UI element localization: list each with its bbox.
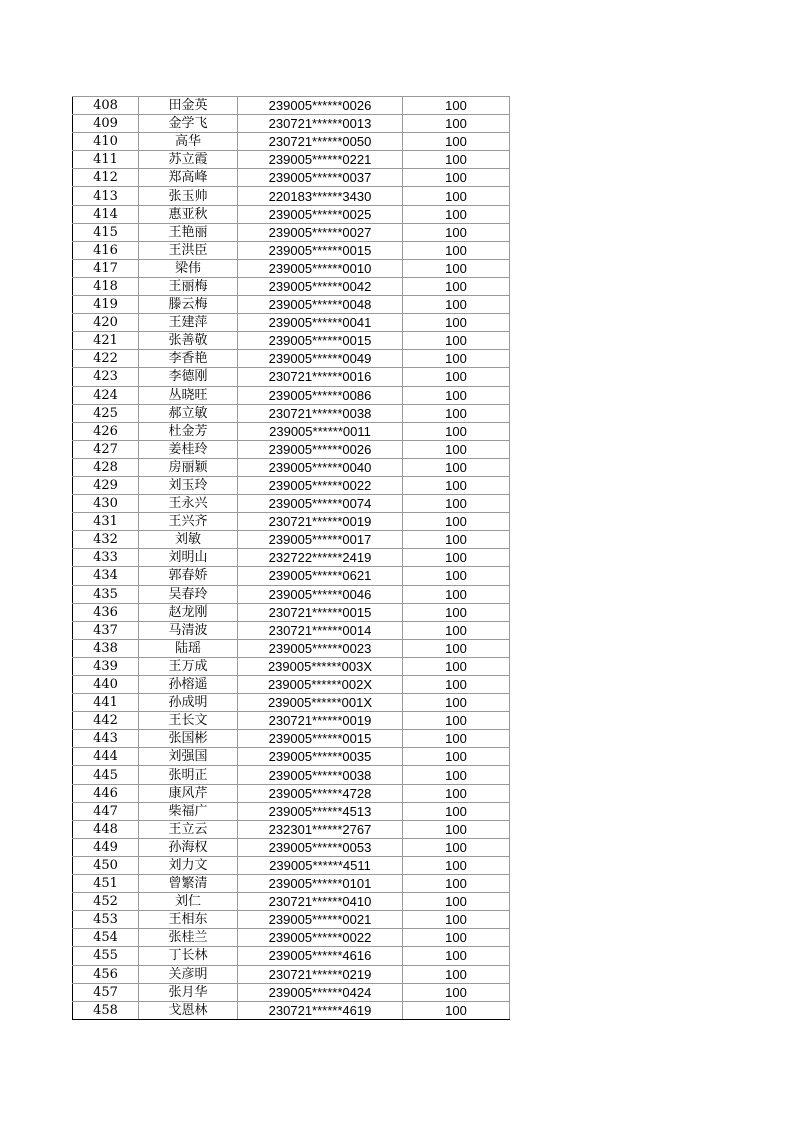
- score-cell: 100: [403, 115, 510, 133]
- id-number-cell: 239005******4728: [238, 784, 403, 802]
- id-number-cell: 239005******0621: [238, 567, 403, 585]
- id-number-cell: 239005******0021: [238, 911, 403, 929]
- table-row: [73, 440, 510, 458]
- row-number-cell: 442: [73, 712, 139, 730]
- id-number-cell: 239005******0015: [238, 241, 403, 259]
- row-number-cell: 451: [73, 875, 139, 893]
- table-row: [73, 639, 510, 657]
- table-row: [73, 169, 510, 187]
- id-number-cell: 239005******0048: [238, 296, 403, 314]
- table-row: [73, 549, 510, 567]
- score-cell: 100: [403, 911, 510, 929]
- name-cell: 戈恩林: [139, 1001, 238, 1019]
- name-cell: 田金英: [139, 97, 238, 115]
- name-cell: 关彦明: [139, 965, 238, 983]
- name-cell: 张玉帅: [139, 187, 238, 205]
- id-number-cell: 239005******0015: [238, 332, 403, 350]
- name-cell: 吴春玲: [139, 585, 238, 603]
- name-cell: 滕云梅: [139, 296, 238, 314]
- name-cell: 刘敏: [139, 531, 238, 549]
- name-cell: 康风芹: [139, 784, 238, 802]
- score-cell: 100: [403, 97, 510, 115]
- table-row: [73, 603, 510, 621]
- score-cell: 100: [403, 893, 510, 911]
- table-row: [73, 350, 510, 368]
- id-number-cell: 239005******0101: [238, 875, 403, 893]
- name-cell: 张桂兰: [139, 929, 238, 947]
- id-number-cell: 239005******0041: [238, 314, 403, 332]
- id-number-cell: 239005******0040: [238, 458, 403, 476]
- name-cell: 惠亚秋: [139, 205, 238, 223]
- table-row: [73, 657, 510, 675]
- table-row: [73, 893, 510, 911]
- id-number-cell: 220183******3430: [238, 187, 403, 205]
- name-cell: 曾繁清: [139, 875, 238, 893]
- id-number-cell: 230721******0219: [238, 965, 403, 983]
- name-cell: 苏立霞: [139, 151, 238, 169]
- score-cell: 100: [403, 386, 510, 404]
- table-row: [73, 694, 510, 712]
- score-cell: 100: [403, 187, 510, 205]
- name-cell: 王立云: [139, 820, 238, 838]
- roster-table: [72, 96, 510, 1020]
- name-cell: 王万成: [139, 657, 238, 675]
- row-number-cell: 424: [73, 386, 139, 404]
- row-number-cell: 435: [73, 585, 139, 603]
- score-cell: 100: [403, 820, 510, 838]
- table-row: [73, 820, 510, 838]
- score-cell: 100: [403, 712, 510, 730]
- score-cell: 100: [403, 603, 510, 621]
- table-row: [73, 241, 510, 259]
- id-number-cell: 239005******4511: [238, 856, 403, 874]
- score-cell: 100: [403, 802, 510, 820]
- id-number-cell: 230721******0410: [238, 893, 403, 911]
- table-row: [73, 187, 510, 205]
- id-number-cell: 230721******0016: [238, 368, 403, 386]
- table-row: [73, 965, 510, 983]
- id-number-cell: 232722******2419: [238, 549, 403, 567]
- row-number-cell: 423: [73, 368, 139, 386]
- score-cell: 100: [403, 314, 510, 332]
- score-cell: 100: [403, 368, 510, 386]
- score-cell: 100: [403, 694, 510, 712]
- table-row: [73, 929, 510, 947]
- table-row: [73, 748, 510, 766]
- table-row: [73, 802, 510, 820]
- name-cell: 王洪臣: [139, 241, 238, 259]
- table-row: [73, 784, 510, 802]
- name-cell: 刘明山: [139, 549, 238, 567]
- row-number-cell: 409: [73, 115, 139, 133]
- name-cell: 王相东: [139, 911, 238, 929]
- id-number-cell: 230721******0050: [238, 133, 403, 151]
- row-number-cell: 457: [73, 983, 139, 1001]
- table-row: [73, 513, 510, 531]
- name-cell: 高华: [139, 133, 238, 151]
- score-cell: 100: [403, 657, 510, 675]
- row-number-cell: 418: [73, 277, 139, 295]
- table-row: [73, 983, 510, 1001]
- table-row: [73, 115, 510, 133]
- id-number-cell: 239005******0015: [238, 730, 403, 748]
- name-cell: 金学飞: [139, 115, 238, 133]
- score-cell: 100: [403, 585, 510, 603]
- table-row: [73, 567, 510, 585]
- name-cell: 刘玉玲: [139, 476, 238, 494]
- name-cell: 王兴齐: [139, 513, 238, 531]
- table-row: [73, 947, 510, 965]
- row-number-cell: 414: [73, 205, 139, 223]
- spreadsheet-page: [72, 96, 510, 1020]
- id-number-cell: 239005******0042: [238, 277, 403, 295]
- table-row: [73, 404, 510, 422]
- id-number-cell: 239005******0046: [238, 585, 403, 603]
- score-cell: 100: [403, 350, 510, 368]
- table-row: [73, 875, 510, 893]
- name-cell: 刘强国: [139, 748, 238, 766]
- score-cell: 100: [403, 513, 510, 531]
- table-row: [73, 856, 510, 874]
- id-number-cell: 239005******0221: [238, 151, 403, 169]
- roster-table-body: [73, 97, 510, 1020]
- name-cell: 张明正: [139, 766, 238, 784]
- name-cell: 李德刚: [139, 368, 238, 386]
- id-number-cell: 230721******0014: [238, 621, 403, 639]
- id-number-cell: 239005******0026: [238, 440, 403, 458]
- name-cell: 王艳丽: [139, 223, 238, 241]
- table-row: [73, 476, 510, 494]
- name-cell: 陆瑶: [139, 639, 238, 657]
- row-number-cell: 440: [73, 676, 139, 694]
- name-cell: 马清波: [139, 621, 238, 639]
- row-number-cell: 408: [73, 97, 139, 115]
- id-number-cell: 239005******001X: [238, 694, 403, 712]
- id-number-cell: 230721******0015: [238, 603, 403, 621]
- table-row: [73, 296, 510, 314]
- score-cell: 100: [403, 332, 510, 350]
- table-row: [73, 368, 510, 386]
- row-number-cell: 436: [73, 603, 139, 621]
- id-number-cell: 232301******2767: [238, 820, 403, 838]
- row-number-cell: 456: [73, 965, 139, 983]
- id-number-cell: 239005******4616: [238, 947, 403, 965]
- score-cell: 100: [403, 495, 510, 513]
- name-cell: 房丽颖: [139, 458, 238, 476]
- row-number-cell: 448: [73, 820, 139, 838]
- table-row: [73, 223, 510, 241]
- score-cell: 100: [403, 639, 510, 657]
- name-cell: 姜桂玲: [139, 440, 238, 458]
- row-number-cell: 412: [73, 169, 139, 187]
- name-cell: 刘仁: [139, 893, 238, 911]
- id-number-cell: 239005******0035: [238, 748, 403, 766]
- id-number-cell: 239005******0011: [238, 422, 403, 440]
- name-cell: 孙成明: [139, 694, 238, 712]
- table-row: [73, 495, 510, 513]
- table-row: [73, 676, 510, 694]
- id-number-cell: 239005******0424: [238, 983, 403, 1001]
- score-cell: 100: [403, 947, 510, 965]
- row-number-cell: 453: [73, 911, 139, 929]
- row-number-cell: 443: [73, 730, 139, 748]
- table-row: [73, 585, 510, 603]
- score-cell: 100: [403, 259, 510, 277]
- score-cell: 100: [403, 223, 510, 241]
- id-number-cell: 230721******0019: [238, 513, 403, 531]
- id-number-cell: 239005******0027: [238, 223, 403, 241]
- row-number-cell: 437: [73, 621, 139, 639]
- score-cell: 100: [403, 856, 510, 874]
- name-cell: 李香艳: [139, 350, 238, 368]
- row-number-cell: 452: [73, 893, 139, 911]
- row-number-cell: 426: [73, 422, 139, 440]
- id-number-cell: 239005******0026: [238, 97, 403, 115]
- table-row: [73, 458, 510, 476]
- name-cell: 柴福广: [139, 802, 238, 820]
- name-cell: 张国彬: [139, 730, 238, 748]
- row-number-cell: 433: [73, 549, 139, 567]
- id-number-cell: 239005******0025: [238, 205, 403, 223]
- row-number-cell: 438: [73, 639, 139, 657]
- id-number-cell: 239005******0010: [238, 259, 403, 277]
- table-row: [73, 277, 510, 295]
- table-row: [73, 151, 510, 169]
- score-cell: 100: [403, 1001, 510, 1019]
- row-number-cell: 439: [73, 657, 139, 675]
- score-cell: 100: [403, 983, 510, 1001]
- row-number-cell: 450: [73, 856, 139, 874]
- id-number-cell: 239005******003X: [238, 657, 403, 675]
- name-cell: 梁伟: [139, 259, 238, 277]
- row-number-cell: 431: [73, 513, 139, 531]
- row-number-cell: 422: [73, 350, 139, 368]
- score-cell: 100: [403, 422, 510, 440]
- score-cell: 100: [403, 549, 510, 567]
- row-number-cell: 420: [73, 314, 139, 332]
- id-number-cell: 239005******0086: [238, 386, 403, 404]
- row-number-cell: 429: [73, 476, 139, 494]
- table-row: [73, 730, 510, 748]
- score-cell: 100: [403, 404, 510, 422]
- row-number-cell: 419: [73, 296, 139, 314]
- table-row: [73, 133, 510, 151]
- row-number-cell: 416: [73, 241, 139, 259]
- name-cell: 王长文: [139, 712, 238, 730]
- row-number-cell: 447: [73, 802, 139, 820]
- row-number-cell: 441: [73, 694, 139, 712]
- id-number-cell: 239005******0017: [238, 531, 403, 549]
- row-number-cell: 432: [73, 531, 139, 549]
- name-cell: 王永兴: [139, 495, 238, 513]
- score-cell: 100: [403, 440, 510, 458]
- table-row: [73, 838, 510, 856]
- name-cell: 赵龙刚: [139, 603, 238, 621]
- name-cell: 张善敬: [139, 332, 238, 350]
- row-number-cell: 458: [73, 1001, 139, 1019]
- table-row: [73, 1001, 510, 1019]
- score-cell: 100: [403, 169, 510, 187]
- id-number-cell: 230721******4619: [238, 1001, 403, 1019]
- score-cell: 100: [403, 784, 510, 802]
- row-number-cell: 449: [73, 838, 139, 856]
- name-cell: 孙榕遥: [139, 676, 238, 694]
- score-cell: 100: [403, 277, 510, 295]
- name-cell: 刘力文: [139, 856, 238, 874]
- name-cell: 郝立敏: [139, 404, 238, 422]
- id-number-cell: 239005******0023: [238, 639, 403, 657]
- table-row: [73, 97, 510, 115]
- score-cell: 100: [403, 151, 510, 169]
- score-cell: 100: [403, 133, 510, 151]
- score-cell: 100: [403, 748, 510, 766]
- id-number-cell: 239005******0037: [238, 169, 403, 187]
- table-row: [73, 205, 510, 223]
- score-cell: 100: [403, 965, 510, 983]
- id-number-cell: 239005******0038: [238, 766, 403, 784]
- name-cell: 王丽梅: [139, 277, 238, 295]
- name-cell: 郑高峰: [139, 169, 238, 187]
- id-number-cell: 239005******0049: [238, 350, 403, 368]
- score-cell: 100: [403, 531, 510, 549]
- name-cell: 王建萍: [139, 314, 238, 332]
- score-cell: 100: [403, 730, 510, 748]
- table-row: [73, 531, 510, 549]
- row-number-cell: 421: [73, 332, 139, 350]
- table-row: [73, 766, 510, 784]
- score-cell: 100: [403, 838, 510, 856]
- name-cell: 杜金芳: [139, 422, 238, 440]
- table-row: [73, 314, 510, 332]
- name-cell: 丁长林: [139, 947, 238, 965]
- name-cell: 丛晓旺: [139, 386, 238, 404]
- row-number-cell: 455: [73, 947, 139, 965]
- score-cell: 100: [403, 205, 510, 223]
- table-row: [73, 386, 510, 404]
- row-number-cell: 413: [73, 187, 139, 205]
- id-number-cell: 230721******0038: [238, 404, 403, 422]
- row-number-cell: 430: [73, 495, 139, 513]
- id-number-cell: 239005******0074: [238, 495, 403, 513]
- row-number-cell: 454: [73, 929, 139, 947]
- row-number-cell: 445: [73, 766, 139, 784]
- id-number-cell: 239005******0022: [238, 929, 403, 947]
- row-number-cell: 444: [73, 748, 139, 766]
- id-number-cell: 239005******0022: [238, 476, 403, 494]
- score-cell: 100: [403, 567, 510, 585]
- row-number-cell: 417: [73, 259, 139, 277]
- id-number-cell: 239005******002X: [238, 676, 403, 694]
- id-number-cell: 230721******0019: [238, 712, 403, 730]
- row-number-cell: 434: [73, 567, 139, 585]
- score-cell: 100: [403, 476, 510, 494]
- id-number-cell: 230721******0013: [238, 115, 403, 133]
- table-row: [73, 621, 510, 639]
- score-cell: 100: [403, 458, 510, 476]
- table-row: [73, 712, 510, 730]
- table-row: [73, 259, 510, 277]
- row-number-cell: 411: [73, 151, 139, 169]
- score-cell: 100: [403, 621, 510, 639]
- table-row: [73, 422, 510, 440]
- id-number-cell: 239005******0053: [238, 838, 403, 856]
- row-number-cell: 410: [73, 133, 139, 151]
- score-cell: 100: [403, 929, 510, 947]
- row-number-cell: 428: [73, 458, 139, 476]
- score-cell: 100: [403, 296, 510, 314]
- score-cell: 100: [403, 241, 510, 259]
- name-cell: 孙海权: [139, 838, 238, 856]
- table-row: [73, 911, 510, 929]
- score-cell: 100: [403, 676, 510, 694]
- name-cell: 郭春娇: [139, 567, 238, 585]
- table-row: [73, 332, 510, 350]
- row-number-cell: 425: [73, 404, 139, 422]
- score-cell: 100: [403, 766, 510, 784]
- row-number-cell: 446: [73, 784, 139, 802]
- name-cell: 张月华: [139, 983, 238, 1001]
- id-number-cell: 239005******4513: [238, 802, 403, 820]
- row-number-cell: 427: [73, 440, 139, 458]
- score-cell: 100: [403, 875, 510, 893]
- row-number-cell: 415: [73, 223, 139, 241]
